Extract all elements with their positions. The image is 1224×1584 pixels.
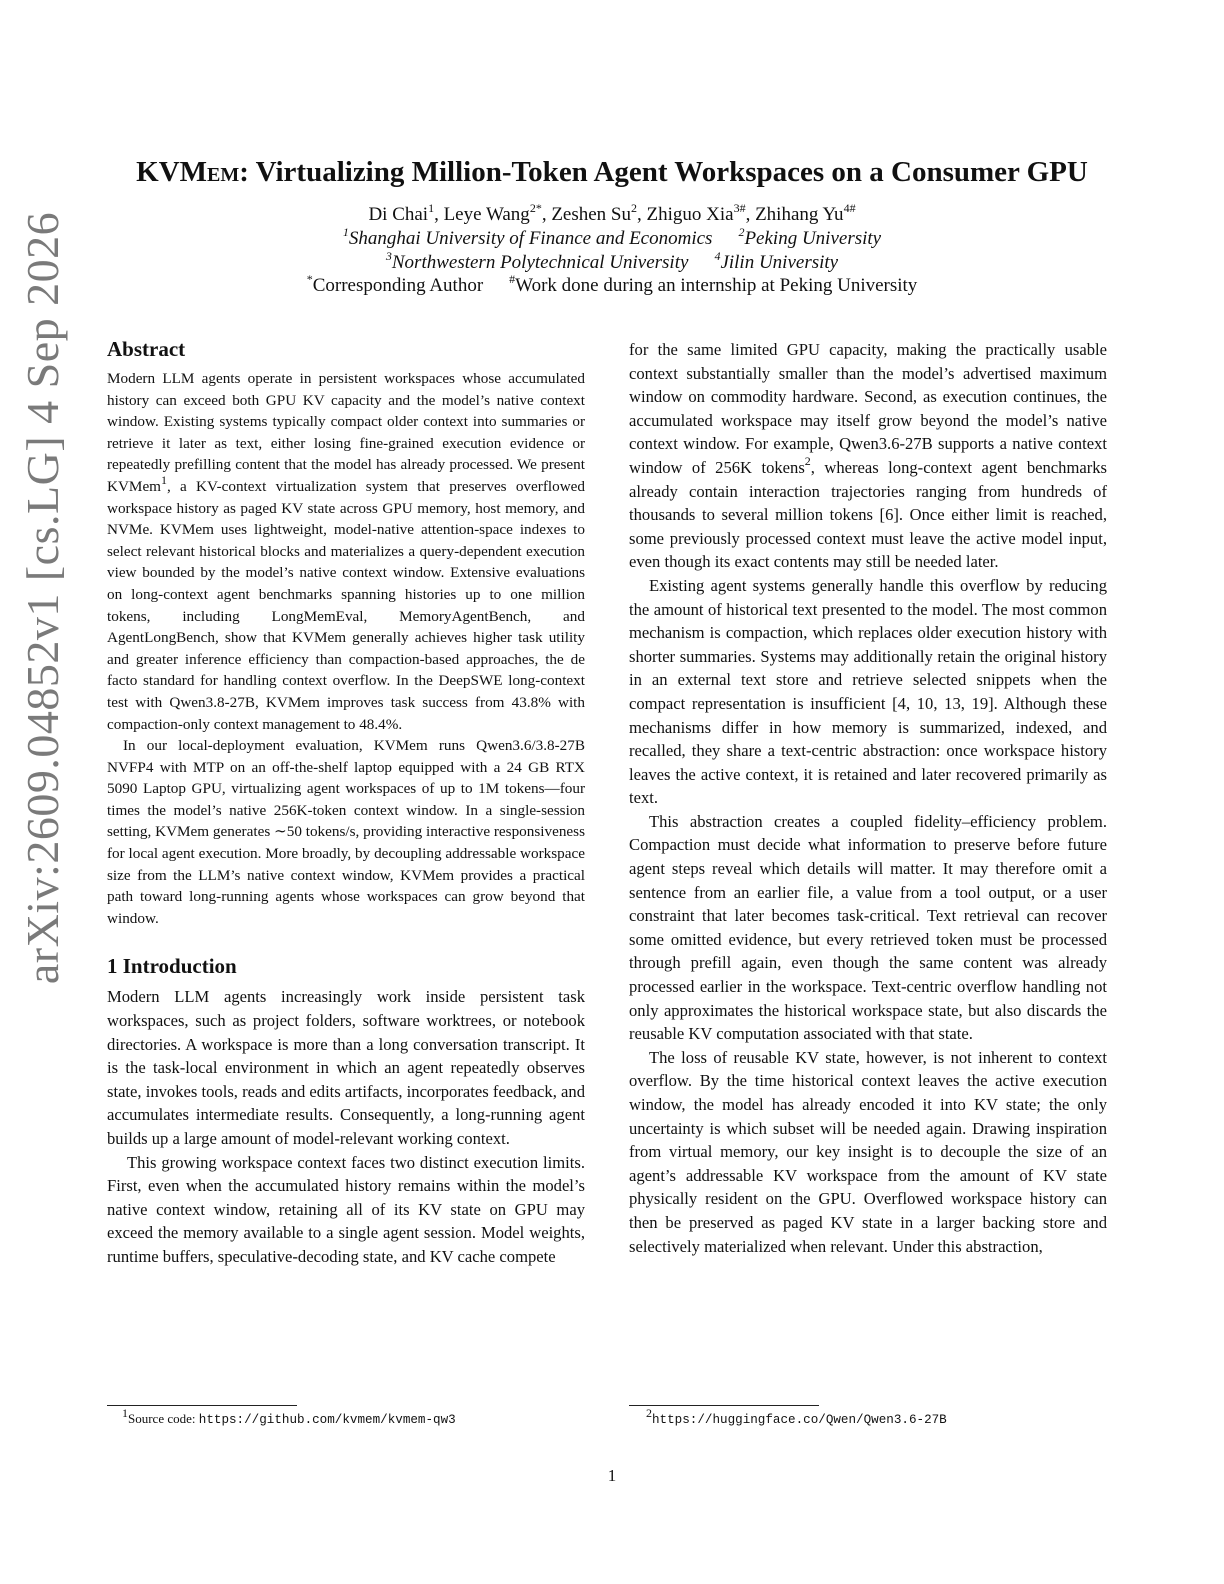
intro-paragraph-1: Modern LLM agents increasingly work inside persistent task workspaces, such as project folders, software worktrees, or notebook directories. A workspace is more than a long conversation transcript. It is the task-local environment in which an agent repeatedly observes state, invokes tools, reads and edits artifacts, incorporates feedback, and accumulates intermediate results. Consequently, a long-running agent builds up a large amount of model-relevant working context. [107, 987, 585, 1148]
affiliation-name: Peking University [744, 228, 882, 249]
model-card-link[interactable]: https://huggingface.co/Qwen/Qwen3.6-27B [652, 1413, 947, 1427]
affiliation-name: Jilin University [720, 252, 839, 273]
left-column [107, 336, 585, 1269]
footnote-2 [646, 1405, 947, 1428]
internship-mark: # [509, 271, 516, 286]
footnote-divider-right [629, 1405, 819, 1406]
arxiv-identifier-stamp: arXiv:2609.04852v1 [cs.LG] 4 Sep 2026 [17, 211, 68, 985]
abstract-body [107, 368, 585, 929]
affiliation-mark: 4 [714, 248, 721, 263]
title-name-smallcaps: em [207, 156, 240, 188]
affiliation-line-2 [120, 248, 1104, 274]
author-affiliation-mark: 4# [843, 200, 856, 215]
footnote-divider-left [107, 1405, 297, 1406]
affiliation-mark: 3 [385, 248, 392, 263]
corresponding-mark: * [306, 271, 313, 286]
right-paragraph-1 [629, 338, 1107, 574]
author-name: , Zeshen Su [541, 204, 631, 225]
corresponding-note: Corresponding Author [312, 275, 484, 296]
footnote-marker: 2 [804, 454, 811, 469]
author-list [120, 200, 1104, 226]
right-column [629, 338, 1107, 1258]
footnote-label: Source code: [128, 1411, 199, 1426]
abstract-text: , a KV-context virtualization system that preserves overflowed workspace history as paged KV state across GPU memory, host memory, and NVMe. KVMem uses lightweight, model-native attention-space indexes to select relevant historical blocks and materializes a query-dependent execution view bounded by the model’s native context window. Extensive evaluations on long-context agent benchmarks spanning histories up to one million tokens, including LongMemEval, MemoryAgentBench, and AgentLongBench, show that KVMem generally achieves higher task utility and greater inference efficiency than compaction-based approaches, the de facto standard for handling context overflow. In the DeepSWE long-context test with Qwen3.8-27B, KVMem improves task success from 43.8% with compaction-only context management to 48.4%. [107, 477, 585, 733]
internship-note: Work done during an internship at Peking University [515, 275, 918, 296]
affiliation-name: Shanghai University of Finance and Economics [348, 228, 713, 249]
author-name: , Zhihang Yu [745, 204, 844, 225]
introduction-heading: 1 Introduction [107, 954, 237, 979]
source-code-link[interactable]: https://github.com/kvmem/kvmem-qw3 [198, 1413, 456, 1427]
author-name: Di Chai [368, 204, 429, 225]
right-paragraph-2: Existing agent systems generally handle this overflow by reducing the amount of historical text presented to the model. The most common mechanism is compaction, which replaces older execution history with shorter summaries. Systems may additionally retain the original history in an external text store and retrieve selected snippets when the compact representation is insufficient [4, 10, 13, 19]. Although these mechanisms differ in how memory is summarized, indexed, and recalled, they share a text-centric abstraction: once workspace history leaves the active context, it is retained and later recovered primarily as text. [629, 575, 1107, 808]
footnote-number: 1 [122, 1405, 128, 1420]
abstract-paragraph-1 [107, 368, 585, 735]
author-name: , Leye Wang [434, 204, 530, 225]
body-text: for the same limited GPU capacity, making the practically usable context substantially smaller than the model’s advertised maximum window on commodity hardware. Second, as execution continues, the accumulated workspace may itself grow beyond the model’s native context window. For example, Qwen3.6-27B supports a native context window of 256K tokens [629, 340, 1107, 477]
footnote-1 [122, 1405, 456, 1428]
author-notes [120, 271, 1104, 297]
title-name-main: KVM [136, 156, 208, 188]
page-number: 1 [607, 1466, 617, 1485]
intro-paragraph-2: This growing workspace context faces two distinct execution limits. First, even when the accumulated history remains within the model’s native context window, retaining all of its KV state on GPU may exceed the memory available to a single agent session. Model weights, runtime buffers, speculative-decoding state, and KV cache compete [107, 1152, 585, 1266]
author-affiliation-mark: 2* [529, 200, 542, 215]
footnote-number: 2 [646, 1405, 652, 1420]
affiliation-name: Northwestern Polytechnical University [391, 252, 689, 273]
affiliation-mark: 2 [738, 224, 745, 239]
body-text: , whereas long-context agent benchmarks already contain interaction trajectories ranging from hundreds of thousands to several million tokens [6]. Once either limit is reached, some previously processed context must leave the active model input, even though its exact contents may still be needed later. [629, 457, 1108, 572]
abstract-heading: Abstract [107, 337, 186, 361]
author-name: , Zhiguo Xia [637, 204, 734, 225]
title-system-name [136, 156, 239, 188]
author-affiliation-mark: 3# [733, 200, 746, 215]
author-affiliation-mark: 2 [631, 200, 637, 215]
author-affiliation-mark: 1 [428, 200, 435, 215]
abstract-text: Modern LLM agents operate in persistent workspaces whose accumulated history can exceed both GPU KV capacity and the model’s native context window. Existing systems typically compact older context into summaries or retrieve it later as text, either losing fine-grained execution evidence or repeatedly prefilling content that the model has already processed. We present KVMem [107, 370, 585, 495]
affiliation-line-1 [120, 224, 1104, 250]
paper-title [80, 154, 1144, 190]
right-paragraph-3: This abstraction creates a coupled fidelity–efficiency problem. Compaction must decide what information to preserve before future agent steps reveal which details will matter. It may therefore omit a sentence from an earlier file, a value from a tool output, or a user constraint that later becomes task-critical. Text retrieval can recover some omitted evidence, but every retrieved token must be processed through prefill again, even though the same content was already processed earlier in the workspace. Text-centric overflow handling not only approximates the historical workspace state, but also discards the reusable KV computation associated with that state. [629, 811, 1107, 1044]
affiliation-mark: 1 [342, 224, 349, 239]
title-rest: : Virtualizing Million-Token Agent Workspaces on a Consumer GPU [239, 156, 1088, 188]
right-paragraph-4: The loss of reusable KV state, however, is not inherent to context overflow. By the time historical context leaves the active execution window, the model has already encoded it into KV state; the only uncertainty is which subset will be needed again. Drawing inspiration from virtual memory, our key insight is to decouple the size of an agent’s addressable KV workspace from the amount of KV state physically resident on the GPU. Overflowed workspace history can then be preserved as paged KV state in a larger backing store and selectively materialized when relevant. Under this abstraction, [629, 1047, 1107, 1256]
footnote-marker: 1 [161, 472, 167, 487]
abstract-paragraph-2: In our local-deployment evaluation, KVMem runs Qwen3.6/3.8-27B NVFP4 with MTP on an off-the-shelf laptop equipped with a 24 GB RTX 5090 Laptop GPU, virtualizing agent workspaces of up to 1M tokens—four times the model’s native 256K-token context window. In a single-session setting, KVMem generates ∼50 tokens/s, providing interactive responsiveness for local agent execution. More broadly, by decoupling addressable workspace size from the LLM’s native context window, KVMem provides a practical path toward long-running agents whose workspaces can grow beyond that window. [107, 737, 585, 927]
